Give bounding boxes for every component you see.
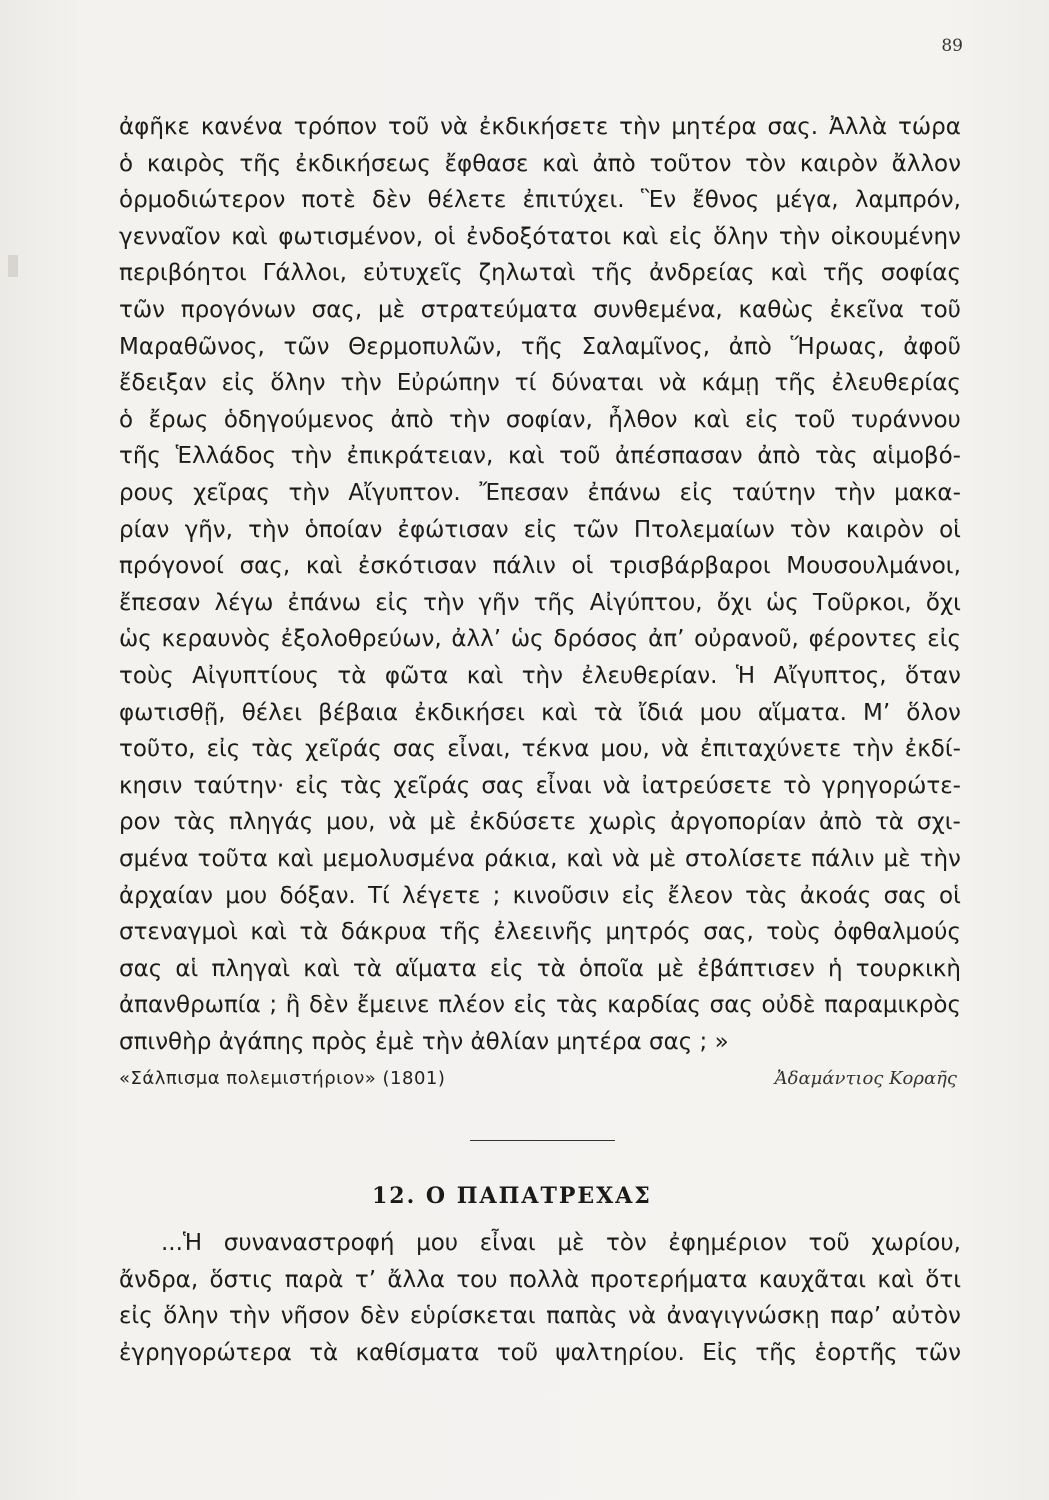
page-edge-mark xyxy=(8,255,18,277)
text-line: ἐγρηγορώτερα τὰ καθίσματα τοῦ ψαλτηρίου. Εἰς τῆς ἑορτῆς τῶν xyxy=(119,1339,961,1366)
text-line: τῆς Ἑλλάδος τὴν ἐπικράτειαν, καὶ τοῦ ἀπέσπασαν ἀπὸ τὰς αἱμοβό- xyxy=(119,443,961,470)
text-line: ρον τὰς πληγάς μου, νὰ μὲ ἐκδύσετε χωρὶς ἀργοπορίαν ἀπὸ τὰ σχι- xyxy=(119,809,961,836)
text-line: ρίαν γῆν, τὴν ὁποίαν ἐφώτισαν εἰς τῶν Πτολεμαίων τὸν καιρὸν οἱ xyxy=(119,516,961,543)
text-line: ρους χεῖρας τὴν Αἴγυπτον. Ἔπεσαν ἐπάνω εἰς ταύτην τὴν μακα- xyxy=(119,480,961,506)
text-line: σπινθὴρ ἀγάπης πρὸς ἐμὲ τὴν ἀθλίαν μητέρα σας ; » xyxy=(119,1029,729,1055)
text-line: περιβόητοι Γάλλοι, εὐτυχεῖς ζηλωταὶ τῆς ἀνδρείας καὶ τῆς σοφίας xyxy=(119,260,961,287)
text-line: πρόγονοί σας, καὶ ἐσκότισαν πάλιν οἱ τρισβάρβαροι Μουσουλμάνοι, xyxy=(119,553,961,580)
text-line: ἀρχαίαν μου δόξαν. Τί λέγετε ; κινοῦσιν εἰς ἔλεον τὰς ἀκοάς σας οἱ xyxy=(119,882,961,909)
text-line: τῶν προγόνων σας, μὲ στρατεύματα συνθεμένα, καθὼς ἐκεῖνα τοῦ xyxy=(119,297,961,323)
text-line: γενναῖον καὶ φωτισμένον, οἱ ἐνδοξότατοι καὶ εἰς ὅλην τὴν οἰκουμένην xyxy=(119,223,961,250)
section-divider xyxy=(470,1140,615,1141)
text-line: ...Ἡ συναναστροφή μου εἶναι μὲ τὸν ἐφημέριον τοῦ χωρίου, xyxy=(161,1230,961,1256)
citation-author: Ἀδαμάντιος Κοραῆς xyxy=(774,1068,957,1089)
text-line: ἄνδρα, ὅστις παρὰ τ’ ἄλλα του πολλὰ προτερήματα καυχᾶται καὶ ὅτι xyxy=(119,1266,961,1293)
text-line: ὡς κεραυνὸς ἐξολοθρεύων, ἀλλ’ ὡς δρόσος ἀπ’ οὐρανοῦ, φέροντες εἰς xyxy=(119,626,961,653)
text-line: ἔδειξαν εἰς ὅλην τὴν Εὐρώπην τί δύναται νὰ κάμῃ τῆς ἐλευθερίας xyxy=(119,370,961,397)
text-line: τοὺς Αἰγυπτίους τὰ φῶτα καὶ τὴν ἐλευθερίαν. Ἡ Αἴγυπτος, ὅταν xyxy=(119,663,961,689)
text-line: ὁ ἔρως ὁδηγούμενος ἀπὸ τὴν σοφίαν, ἦλθον καὶ εἰς τοῦ τυράννου xyxy=(119,406,961,433)
text-line: Μαραθῶνος, τῶν Θερμοπυλῶν, τῆς Σαλαμῖνος, ἀπὸ Ἥρωας, ἀφοῦ xyxy=(119,333,961,360)
text-line: ὁρμοδιώτερον ποτὲ δὲν θέλετε ἐπιτύχει. Ἓν ἔθνος μέγα, λαμπρόν, xyxy=(119,187,961,214)
text-line: στεναγμοὶ καὶ τὰ δάκρυα τῆς ἐλεεινῆς μητρός σας, τοὺς ὀφθαλμούς xyxy=(119,919,961,946)
text-line: κησιν ταύτην· εἰς τὰς χεῖράς σας εἶναι νὰ ἰατρεύσετε τὸ γρηγορώτε- xyxy=(119,772,961,799)
section-heading: 12. Ο ΠΑΠΑΤΡΕΧΑΣ xyxy=(372,1183,652,1209)
text-line: ἀφῆκε κανένα τρόπον τοῦ νὰ ἐκδικήσετε τὴν μητέρα σας. Ἀλλὰ τώρα xyxy=(119,114,961,140)
text-line: τοῦτο, εἰς τὰς χεῖράς σας εἶναι, τέκνα μου, νὰ ἐπιταχύνετε τὴν ἐκδί- xyxy=(119,736,961,763)
page-number: 89 xyxy=(941,36,963,56)
text-line: ἔπεσαν λέγω ἐπάνω εἰς τὴν γῆν τῆς Αἰγύπτου, ὄχι ὡς Τοῦρκοι, ὄχι xyxy=(119,589,961,616)
text-line: εἰς ὅλην τὴν νῆσον δὲν εὑρίσκεται παπὰς νὰ ἀναγιγνώσκῃ παρ’ αὐτὸν xyxy=(119,1303,961,1330)
text-line: σας αἱ πληγαὶ καὶ τὰ αἵματα εἰς τὰ ὁποῖα μὲ ἐβάπτισεν ἡ τουρκικὴ xyxy=(119,955,961,982)
text-line: ἀπανθρωπία ; ἢ δὲν ἔμεινε πλέον εἰς τὰς καρδίας σας οὐδὲ παραμικρὸς xyxy=(119,992,961,1019)
citation-title: «Σάλπισμα πολεμιστήριον» (1801) xyxy=(119,1068,446,1089)
text-line: σμένα τοῦτα καὶ μεμολυσμένα ράκια, καὶ νὰ μὲ στολίσετε πάλιν μὲ τὴν xyxy=(119,846,961,872)
text-line: φωτισθῇ, θέλει βέβαια ἐκδικήσει καὶ τὰ ἴδιά μου αἵματα. Μ’ ὅλον xyxy=(119,699,961,726)
text-line: ὁ καιρὸς τῆς ἐκδικήσεως ἔφθασε καὶ ἀπὸ τοῦτον τὸν καιρὸν ἄλλον xyxy=(119,150,961,177)
